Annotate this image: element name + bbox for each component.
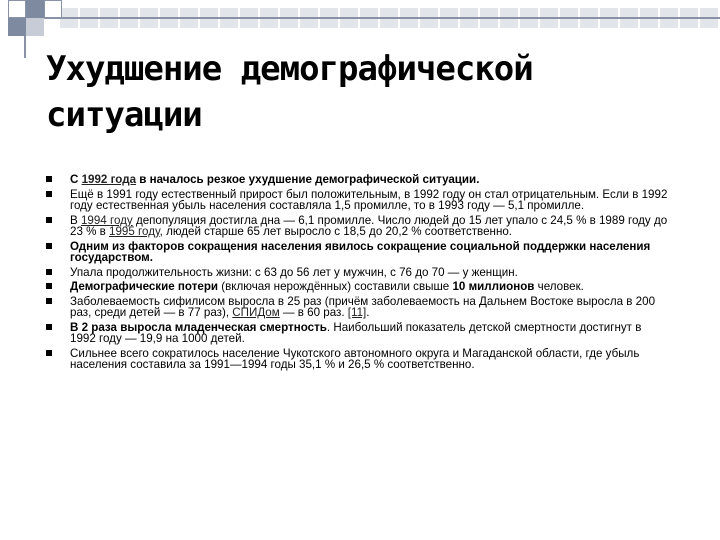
bold-text: Одним из факторов сокращения населения явилось сокращение социальной поддержки населения государством.	[70, 239, 651, 264]
deco-square	[44, 0, 62, 18]
bold-text: в началось резкое ухудшение демографической ситуации.	[136, 173, 480, 186]
bullet-text: Сильнее всего сократилось население Чукотского автономного округа и Магаданской области, где убыль населения составила за 1991—1994 годы 35,1 % и 26,5 % соответственно.	[70, 346, 640, 372]
hyperlink[interactable]: 1995 году	[109, 225, 160, 238]
bullet-item	[46, 296, 668, 319]
bullet-item	[46, 348, 668, 371]
bullet-text: (включая нерождённых) составили свыше	[218, 280, 453, 294]
bullet-item	[46, 189, 668, 212]
header-decoration	[0, 0, 720, 40]
slide-title: Ухудшение демографической ситуации	[46, 49, 533, 135]
bullet-item	[46, 215, 668, 238]
bullet-item	[46, 241, 668, 264]
bullet-square-icon	[46, 243, 52, 249]
bullet-text: , людей старше 65 лет выросло с 18,5 до 20,2 % соответственно.	[159, 225, 513, 238]
bullet-square-icon	[46, 350, 52, 356]
bullet-square-icon	[46, 217, 52, 223]
bullet-text: депопуляция достигла дна — 6,1 промилле. Число людей до 15 лет упало с 24,5 % в 1989 году до 23 % в	[70, 213, 668, 238]
bullet-item	[46, 322, 668, 345]
deco-square	[26, 18, 44, 36]
bold-text: С	[70, 173, 82, 186]
bullet-text: Ещё в 1991 году естественный прирост был положительным, в 1992 году он стал отрицательным. Если в 1992 году естественная убыль населения составляла 1,5 промилле, то в 1993 году — 5,1 промилле.	[70, 187, 668, 212]
bullet-square-icon	[46, 298, 52, 304]
bullet-square-icon	[46, 191, 52, 197]
bullet-square-icon	[46, 269, 52, 275]
bullet-text: . Наибольший показатель детской смертности достигнут в 1992 году — 19,9 на 1000 детей.	[70, 320, 642, 346]
bullet-list	[46, 174, 668, 374]
header-line	[26, 17, 720, 19]
bullet-item	[46, 281, 668, 292]
bullet-text: Заболеваемость сифилисом выросла в 25 раз (причём заболеваемость на Дальнем Востоке выросла в 200 раз, среди детей — в 77 раз),	[70, 294, 656, 320]
bullet-square-icon	[46, 324, 52, 330]
bullet-text: В	[70, 213, 81, 227]
bullet-square-icon	[46, 176, 52, 182]
deco-square	[8, 0, 26, 18]
bullet-text: .	[366, 306, 370, 320]
deco-square	[8, 18, 26, 36]
bold-text: Демографические потери	[70, 280, 219, 294]
bullet-item	[46, 267, 668, 278]
hyperlink[interactable]: 1994 году	[80, 213, 133, 227]
bullet-square-icon	[46, 283, 52, 289]
bullet-text: Упала продолжительность жизни: с 63 до 56 лет у мужчин, с 76 до 70 — у женщин.	[70, 265, 518, 279]
deco-square	[26, 0, 44, 18]
hyperlink[interactable]: 1992 года	[81, 173, 137, 186]
bullet-text: человек.	[534, 280, 584, 294]
bullet-item	[46, 174, 668, 185]
hyperlink[interactable]: СПИДом	[232, 306, 280, 320]
bold-text: 10 миллионов	[452, 280, 535, 294]
hyperlink[interactable]: [11]	[347, 306, 367, 320]
bullet-text: — в 60 раз.	[279, 306, 348, 320]
bold-text: В 2 раза выросла младенческая смертность	[70, 320, 327, 334]
